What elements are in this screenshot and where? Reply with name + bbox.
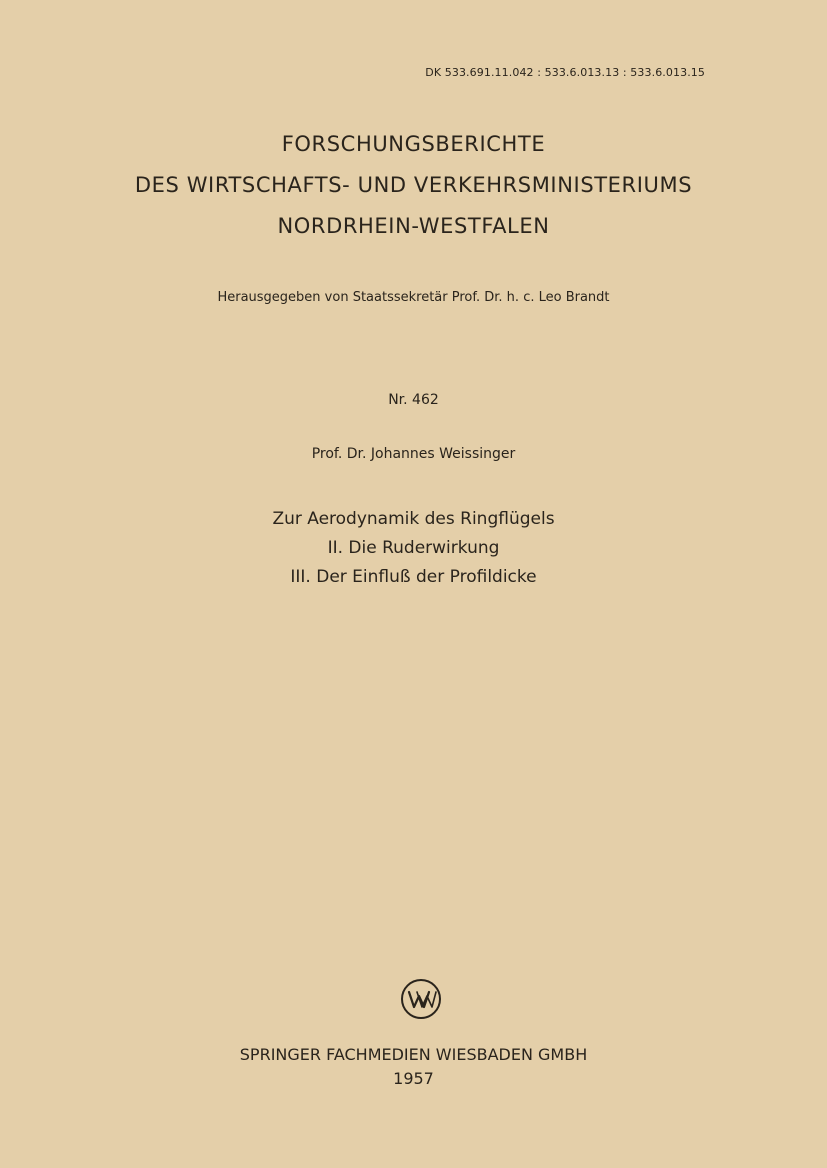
springer-wv-logo-icon [400, 978, 442, 1020]
work-title-line-2: II. Die Ruderwirkung [327, 538, 500, 558]
work-title [0, 505, 827, 592]
work-title-line-1: Zur Aerodynamik des Ringflügels [272, 509, 555, 529]
author-name: Prof. Dr. Johannes Weissinger [311, 446, 516, 462]
publication-year: 1957 [393, 1069, 434, 1088]
series-title [0, 124, 827, 247]
series-title-line-3: NORDRHEIN-WESTFALEN [277, 214, 550, 238]
series-title-line-1: FORSCHUNGSBERICHTE [281, 132, 546, 156]
dk-classification: DK 533.691.11.042 : 533.6.013.13 : 533.6.013.15 [425, 66, 705, 79]
publisher-name: SPRINGER FACHMEDIEN WIESBADEN GMBH [239, 1045, 588, 1064]
editor-line: Herausgegeben von Staatssekretär Prof. Dr. h. c. Leo Brandt [217, 290, 610, 305]
publisher-imprint [0, 1043, 827, 1091]
work-title-line-3: III. Der Einfluß der Profildicke [290, 567, 537, 587]
series-title-line-2: DES WIRTSCHAFTS- UND VERKEHRSMINISTERIUMS [134, 173, 693, 197]
report-number: Nr. 462 [388, 392, 439, 408]
